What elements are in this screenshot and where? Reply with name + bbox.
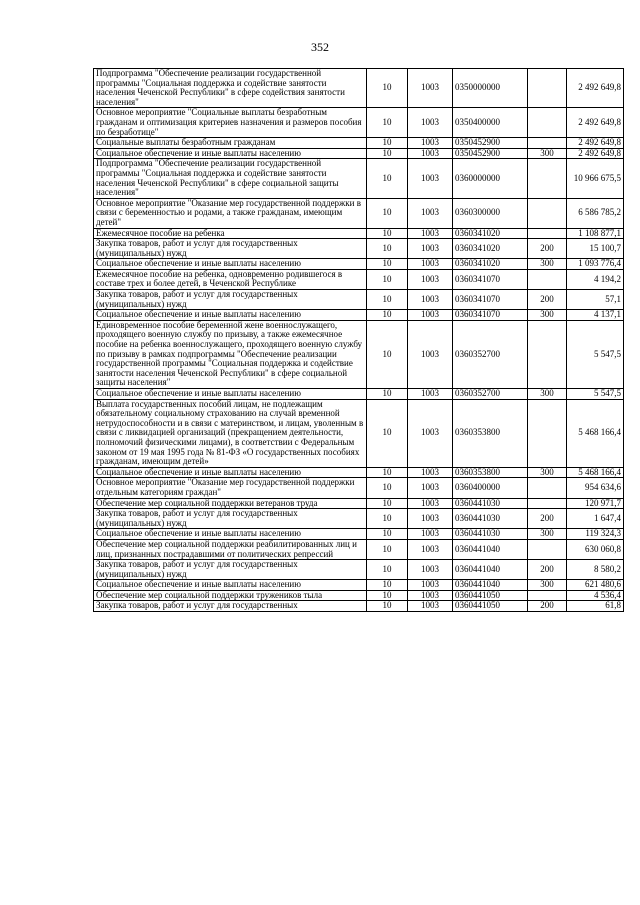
row-subsection: 1003 [408, 389, 453, 400]
row-name: Ежемесячное пособие на ребенка, одновременно родившегося в составе трех и более детей, в Чеченской Республике [94, 269, 367, 289]
row-section: 10 [367, 539, 408, 559]
row-expense-type [528, 399, 567, 467]
row-name: Обеспечение мер социальной поддержки ветеранов труда [94, 498, 367, 509]
row-name: Основное мероприятие "Оказание мер государственной поддержки в связи с беременностью и родами, а также гражданам, имеющим детей" [94, 198, 367, 228]
row-expense-type [528, 590, 567, 601]
row-target-code: 0360352700 [453, 389, 528, 400]
row-amount: 61,8 [567, 601, 624, 612]
row-target-code: 0360441030 [453, 509, 528, 529]
row-subsection: 1003 [408, 269, 453, 289]
row-amount: 4 194,2 [567, 269, 624, 289]
row-target-code: 0360341020 [453, 239, 528, 259]
row-name: Закупка товаров, работ и услуг для государственных [94, 601, 367, 612]
row-name: Подпрограмма "Обеспечение реализации государственной программы "Социальная поддержка и содействие занятости населения Чеченской Республики" в сфере социальной защиты населения" [94, 159, 367, 198]
row-section: 10 [367, 399, 408, 467]
row-amount: 630 060,8 [567, 539, 624, 559]
row-expense-type [528, 478, 567, 498]
row-amount: 10 966 675,5 [567, 159, 624, 198]
row-subsection: 1003 [408, 320, 453, 388]
row-target-code: 0360000000 [453, 159, 528, 198]
row-expense-type: 300 [528, 580, 567, 591]
row-subsection: 1003 [408, 580, 453, 591]
row-name: Обеспечение мер социальной поддержки тружеников тыла [94, 590, 367, 601]
table-row [94, 159, 624, 198]
row-target-code: 0360300000 [453, 198, 528, 228]
row-name: Закупка товаров, работ и услуг для государственных (муниципальных) нужд [94, 290, 367, 310]
row-expense-type: 300 [528, 310, 567, 321]
row-expense-type [528, 539, 567, 559]
row-section: 10 [367, 478, 408, 498]
row-target-code: 0360341070 [453, 290, 528, 310]
row-target-code: 0350000000 [453, 69, 528, 108]
row-subsection: 1003 [408, 498, 453, 509]
row-section: 10 [367, 467, 408, 478]
page-number: 352 [311, 40, 329, 54]
row-section: 10 [367, 601, 408, 612]
row-section: 10 [367, 228, 408, 239]
row-target-code: 0360441030 [453, 498, 528, 509]
row-subsection: 1003 [408, 509, 453, 529]
table-row [94, 310, 624, 321]
row-name: Социальное обеспечение и иные выплаты населению [94, 580, 367, 591]
row-name: Подпрограмма "Обеспечение реализации государственной программы "Социальная поддержка и содействие занятости населения Чеченской Республики" в сфере содействия занятости населения" [94, 69, 367, 108]
table-row [94, 539, 624, 559]
row-name: Социальное обеспечение и иные выплаты населению [94, 148, 367, 159]
row-section: 10 [367, 290, 408, 310]
row-target-code: 0360441030 [453, 529, 528, 540]
table-row [94, 69, 624, 108]
row-expense-type [528, 108, 567, 138]
row-target-code: 0360341070 [453, 269, 528, 289]
row-section: 10 [367, 509, 408, 529]
row-subsection: 1003 [408, 239, 453, 259]
row-section: 10 [367, 580, 408, 591]
row-section: 10 [367, 138, 408, 149]
row-expense-type: 300 [528, 259, 567, 270]
table-row [94, 269, 624, 289]
row-amount: 621 480,6 [567, 580, 624, 591]
row-amount: 2 492 649,8 [567, 69, 624, 108]
row-name: Закупка товаров, работ и услуг для государственных (муниципальных) нужд [94, 509, 367, 529]
row-expense-type: 200 [528, 509, 567, 529]
row-amount: 8 580,2 [567, 560, 624, 580]
row-section: 10 [367, 148, 408, 159]
row-expense-type [528, 138, 567, 149]
row-target-code: 0350452900 [453, 138, 528, 149]
table-row [94, 498, 624, 509]
row-subsection: 1003 [408, 198, 453, 228]
row-name: Социальное обеспечение и иные выплаты населению [94, 389, 367, 400]
row-name: Основное мероприятие "Оказание мер государственной поддержки отдельным категориям граждан" [94, 478, 367, 498]
table-row [94, 259, 624, 270]
row-name: Закупка товаров, работ и услуг для государственных (муниципальных) нужд [94, 560, 367, 580]
row-name: Социальные выплаты безработным гражданам [94, 138, 367, 149]
row-section: 10 [367, 389, 408, 400]
row-amount: 2 492 649,8 [567, 148, 624, 159]
row-name: Обеспечение мер социальной поддержки реабилитированных лиц и лиц, признанных пострадавшими от политических репрессий [94, 539, 367, 559]
row-target-code: 0360341020 [453, 259, 528, 270]
row-target-code: 0350400000 [453, 108, 528, 138]
row-section: 10 [367, 108, 408, 138]
row-subsection: 1003 [408, 529, 453, 540]
table-row [94, 228, 624, 239]
row-name: Выплата государственных пособий лицам, не подлежащим обязательному социальному страхованию на случай временной нетрудоспособности и в связи с материнством, и лицам, уволенным в связи с ликвидацией организаций (прекращением деятельности, полномочий физическими лицами), в соответствии с Федеральным законом от 19 мая 1995 года № 81-ФЗ «О государственных пособиях гражданам, имеющим детей» [94, 399, 367, 467]
table-row [94, 560, 624, 580]
row-target-code: 0360441040 [453, 539, 528, 559]
table-row [94, 320, 624, 388]
row-amount: 954 634,6 [567, 478, 624, 498]
row-section: 10 [367, 239, 408, 259]
row-expense-type: 300 [528, 148, 567, 159]
row-section: 10 [367, 320, 408, 388]
row-subsection: 1003 [408, 590, 453, 601]
table-row [94, 290, 624, 310]
row-name: Социальное обеспечение и иные выплаты населению [94, 310, 367, 321]
row-subsection: 1003 [408, 560, 453, 580]
row-expense-type: 300 [528, 467, 567, 478]
row-section: 10 [367, 310, 408, 321]
row-name: Социальное обеспечение и иные выплаты населению [94, 467, 367, 478]
row-section: 10 [367, 159, 408, 198]
table-row [94, 529, 624, 540]
row-expense-type: 200 [528, 290, 567, 310]
table-row [94, 590, 624, 601]
row-amount: 2 492 649,8 [567, 138, 624, 149]
row-name: Основное мероприятие "Социальные выплаты безработным гражданам и оптимизация критериев назначения и размеров пособия по безработице" [94, 108, 367, 138]
row-target-code: 0360441040 [453, 580, 528, 591]
row-subsection: 1003 [408, 108, 453, 138]
row-expense-type [528, 69, 567, 108]
row-target-code: 0360441050 [453, 590, 528, 601]
row-amount: 2 492 649,8 [567, 108, 624, 138]
row-target-code: 0360441040 [453, 560, 528, 580]
row-amount: 1 108 877,1 [567, 228, 624, 239]
row-subsection: 1003 [408, 310, 453, 321]
row-subsection: 1003 [408, 539, 453, 559]
row-section: 10 [367, 269, 408, 289]
row-name: Ежемесячное пособие на ребенка [94, 228, 367, 239]
row-name: Социальное обеспечение и иные выплаты населению [94, 259, 367, 270]
row-section: 10 [367, 529, 408, 540]
row-section: 10 [367, 198, 408, 228]
row-subsection: 1003 [408, 290, 453, 310]
row-section: 10 [367, 590, 408, 601]
table-row [94, 389, 624, 400]
row-expense-type [528, 228, 567, 239]
row-section: 10 [367, 498, 408, 509]
row-expense-type [528, 498, 567, 509]
row-expense-type [528, 320, 567, 388]
table-row [94, 467, 624, 478]
row-amount: 1 093 776,4 [567, 259, 624, 270]
row-amount: 120 971,7 [567, 498, 624, 509]
budget-table [93, 68, 624, 612]
row-expense-type: 200 [528, 239, 567, 259]
row-amount: 15 100,7 [567, 239, 624, 259]
row-amount: 57,1 [567, 290, 624, 310]
row-subsection: 1003 [408, 399, 453, 467]
row-target-code: 0360352700 [453, 320, 528, 388]
table-row [94, 580, 624, 591]
row-subsection: 1003 [408, 69, 453, 108]
row-expense-type: 200 [528, 560, 567, 580]
row-target-code: 0360441050 [453, 601, 528, 612]
row-name: Социальное обеспечение и иные выплаты населению [94, 529, 367, 540]
row-subsection: 1003 [408, 467, 453, 478]
table-row [94, 138, 624, 149]
row-section: 10 [367, 69, 408, 108]
row-name: Закупка товаров, работ и услуг для государственных (муниципальных) нужд [94, 239, 367, 259]
table-row [94, 509, 624, 529]
table-row [94, 198, 624, 228]
row-amount: 6 586 785,2 [567, 198, 624, 228]
table-row [94, 108, 624, 138]
table-row [94, 478, 624, 498]
row-amount: 5 547,5 [567, 389, 624, 400]
row-expense-type [528, 198, 567, 228]
row-amount: 5 547,5 [567, 320, 624, 388]
row-target-code: 0350452900 [453, 148, 528, 159]
row-subsection: 1003 [408, 138, 453, 149]
row-expense-type [528, 159, 567, 198]
row-target-code: 0360353800 [453, 399, 528, 467]
row-subsection: 1003 [408, 259, 453, 270]
row-amount: 4 137,1 [567, 310, 624, 321]
row-amount: 119 324,3 [567, 529, 624, 540]
table-row [94, 239, 624, 259]
row-amount: 5 468 166,4 [567, 467, 624, 478]
row-subsection: 1003 [408, 228, 453, 239]
row-expense-type: 300 [528, 389, 567, 400]
row-target-code: 0360400000 [453, 478, 528, 498]
row-target-code: 0360341020 [453, 228, 528, 239]
row-expense-type: 300 [528, 529, 567, 540]
table-row [94, 148, 624, 159]
table-row [94, 601, 624, 612]
row-target-code: 0360341070 [453, 310, 528, 321]
row-expense-type: 200 [528, 601, 567, 612]
row-amount: 5 468 166,4 [567, 399, 624, 467]
row-subsection: 1003 [408, 159, 453, 198]
row-amount: 4 536,4 [567, 590, 624, 601]
row-section: 10 [367, 259, 408, 270]
row-subsection: 1003 [408, 601, 453, 612]
row-amount: 1 647,4 [567, 509, 624, 529]
row-subsection: 1003 [408, 478, 453, 498]
row-name: Единовременное пособие беременной жене военнослужащего, проходящего военную службу по призыву, а также ежемесячное пособие на ребенка военнослужащего, проходящего военную службу по призыву в рамках подпрограммы "Обеспечение реализации государственной программы "Социальная поддержка и содействие занятости населения Чеченской Республики" в сфере социальной защиты населения" [94, 320, 367, 388]
row-subsection: 1003 [408, 148, 453, 159]
row-expense-type [528, 269, 567, 289]
table-row [94, 399, 624, 467]
row-target-code: 0360353800 [453, 467, 528, 478]
row-section: 10 [367, 560, 408, 580]
